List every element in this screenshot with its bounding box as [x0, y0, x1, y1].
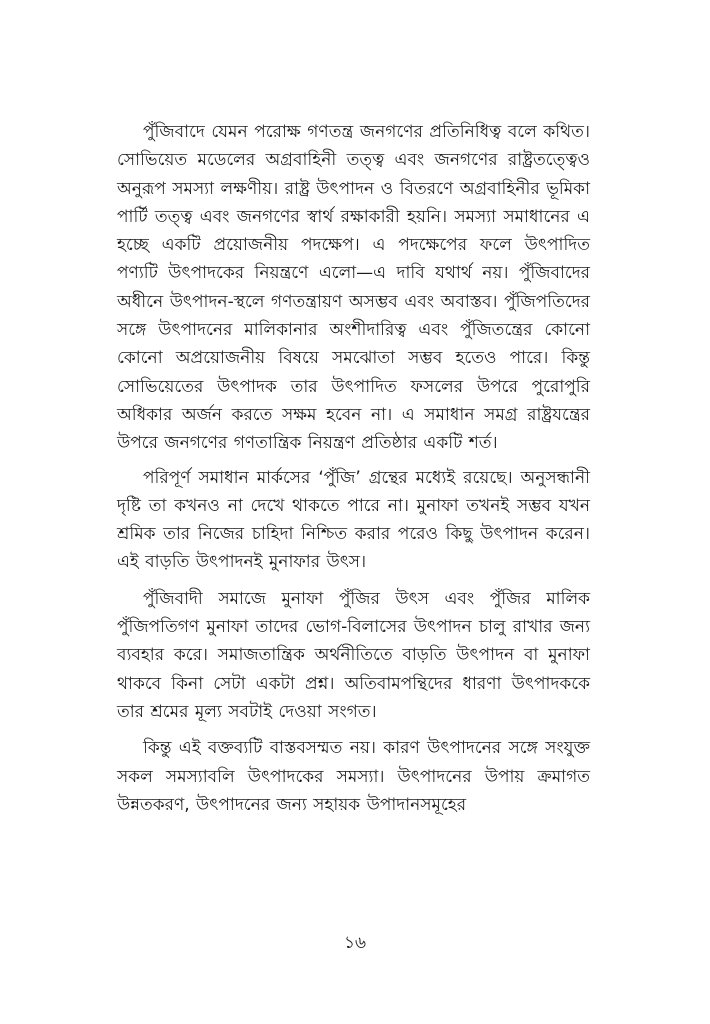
paragraph-4: কিন্তু এই বক্তব্যটি বাস্তবসম্মত নয়। কারণ উৎপাদনের সঙ্গে সংযুক্ত সকল সমস্যাবলি উৎপাদকের সমস্যা। উৎপাদনের উপায় ক্রমাগত উন্নতকরণ, উৎপাদনের জন্য সহায়ক উপাদানসমূহের: [117, 738, 590, 815]
paragraph-2: পরিপূর্ণ সমাধান মার্কসের ‘পুঁজি’ গ্রন্থের মধ্যেই রয়েছে। অনুসন্ধানী দৃষ্টি তা কখনও না দেখে থাকতে পারে না। মুনাফা তখনই সম্ভব যখন শ্রমিক তার নিজের চাহিদা নিশ্চিত করার পরেও কিছু উৎপাদন করেন। এই বাড়তি উৎপাদনই মুনাফার উৎস।: [117, 467, 590, 573]
paragraph-1: পুঁজিবাদে যেমন পরোক্ষ গণতন্ত্র জনগণের প্রতিনিধিত্ব বলে কথিত। সোভিয়েত মডেলের অগ্রবাহিনী তত্ত্ব এবং জনগণের রাষ্ট্রতত্ত্বেও অনুরূপ সমস্যা লক্ষণীয়। রাষ্ট্র উৎপাদন ও বিতরণে অগ্রবাহিনীর ভূমিকা পার্টি তত্ত্ব এবং জনগণের স্বার্থ রক্ষাকারী হয়নি। সমস্যা সমাধানের এ হচ্ছে একটি প্রয়োজনীয় পদক্ষেপ। এ পদক্ষেপের ফলে উৎপাদিত পণ্যটি উৎপাদকের নিয়ন্ত্রণে এলো—এ দাবি যথার্থ নয়। পুঁজিবাদের অধীনে উৎপাদন-স্থলে গণতন্ত্রায়ণ অসম্ভব এবং অবাস্তব। পুঁজিপতিদের সঙ্গে উৎপাদনের মালিকানার অংশীদারিত্ব এবং পুঁজিতন্ত্রের কোনো কোনো অপ্রয়োজনীয় বিষয়ে সমঝোতা সম্ভব হতেও পারে। কিন্তু সোভিয়েতের উৎপাদক তার উৎপাদিত ফসলের উপরে পুরোপুরি অধিকার অর্জন করতে সক্ষম হবেন না। এ সমাধান সমগ্র রাষ্ট্রযন্ত্রের উপরে জনগণের গণতান্ত্রিক নিয়ন্ত্রণ প্রতিষ্ঠার একটি শর্ত।: [117, 122, 590, 454]
paragraph-3: পুঁজিবাদী সমাজে মুনাফা পুঁজির উৎস এবং পুঁজির মালিক পুঁজিপতিগণ মুনাফা তাদের ভোগ-বিলাসের উৎপাদন চালু রাখার জন্য ব্যবহার করে। সমাজতান্ত্রিক অর্থনীতিতে বাড়তি উৎপাদন বা মুনাফা থাকবে কিনা সেটা একটা প্রশ্ন। অতিবামপন্থিদের ধারণা উৎপাদককে তার শ্রমের মূল্য সবটাই দেওয়া সংগত।: [117, 588, 590, 722]
body-text: [117, 118, 590, 827]
page-number: ১৬: [343, 933, 367, 953]
